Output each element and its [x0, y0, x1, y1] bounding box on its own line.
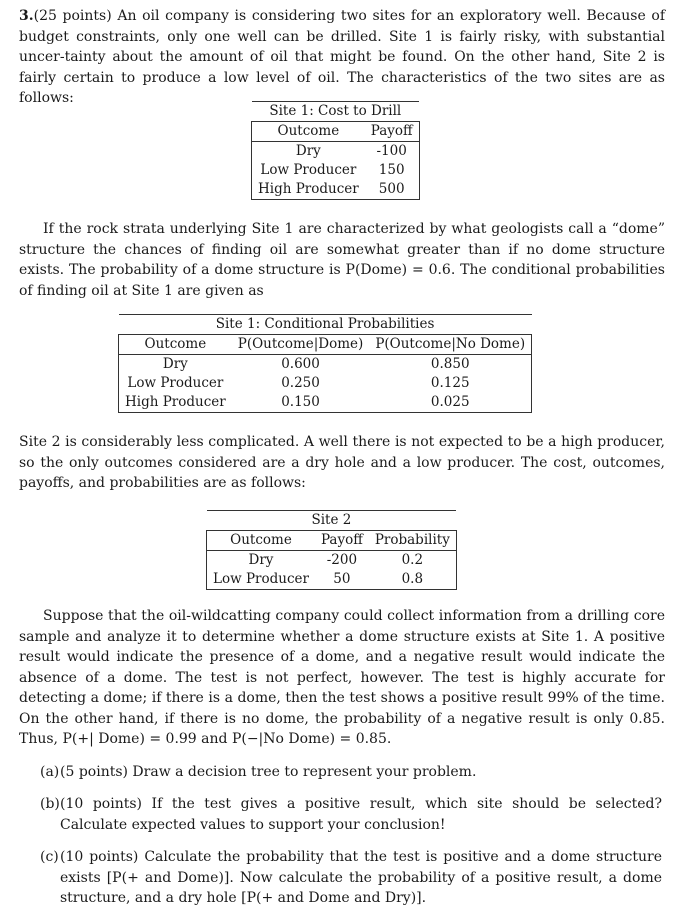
question-a — [40, 762, 665, 783]
table-cell: Dry — [119, 355, 232, 375]
site1-cost-table — [251, 101, 420, 200]
question-text: (5 points) Draw a decision tree to represent your problem. — [60, 764, 477, 780]
site1-conditional-table — [118, 314, 532, 413]
table-header: P(Outcome|No Dome) — [369, 335, 531, 355]
table-header: Probability — [369, 531, 457, 551]
table-caption: Site 1: Conditional Probabilities — [119, 315, 532, 335]
table-cell: 150 — [365, 161, 419, 180]
dome-paragraph: If the rock strata underlying Site 1 are characterized by what geologists call a “dome” structure the chances of finding oil are somewhat greater than if no dome structure exists. The probability of a dome structure is P(Dome) = 0.6. The conditional probabilities of finding oil at Site 1 are given as — [19, 221, 665, 299]
table-cell: 0.8 — [369, 570, 457, 590]
table-cell: 0.2 — [369, 551, 457, 571]
table-cell: 0.850 — [369, 355, 531, 375]
table-caption: Site 2 — [207, 511, 457, 531]
table-cell: Low Producer — [252, 161, 365, 180]
site2-paragraph: Site 2 is considerably less complicated. A well there is not expected to be a high producer, so the only outcomes considered are a dry hole and a low producer. The cost, outcomes, payoffs, and probabilities are as follows: — [19, 434, 665, 491]
problem-intro-text: An oil company is considering two sites for an exploratory well. Because of budget constraints, only one well can be drilled. Site 1 is fairly risky, with substantial uncer-tainty about the amount of oil that might be found. On the other hand, Site 2 is fairly certain to produce a low level of oil. The characteristics of the two sites are as follows: — [19, 8, 666, 106]
table-header: Outcome — [119, 335, 232, 355]
table-header: Outcome — [252, 122, 365, 142]
table-cell: High Producer — [119, 393, 232, 413]
table-cell: 0.150 — [232, 393, 370, 413]
site2-table — [206, 510, 457, 590]
question-label: (b) — [40, 796, 60, 812]
table-cell: Low Producer — [207, 570, 315, 590]
table-header: Payoff — [315, 531, 369, 551]
question-c — [40, 847, 665, 906]
table-cell: 0.600 — [281, 356, 320, 372]
table-cell: Low Producer — [119, 374, 232, 393]
table-cell: 0.250 — [281, 375, 320, 391]
table-cell: 50 — [315, 570, 369, 590]
problem-points: (25 points) — [33, 8, 112, 24]
table-cell: -100 — [365, 142, 419, 162]
question-label: (a) — [40, 764, 60, 780]
problem-intro — [19, 6, 665, 109]
table-cell: 500 — [365, 180, 419, 200]
table-cell: Dry — [252, 142, 365, 162]
test-paragraph: Suppose that the oil-wildcatting company could collect information from a drilling core sample and analyze it to determine whether a dome structure exists at Site 1. A positive result would indicate the presence of a dome, and a negative result would indicate the absence of a dome. The test is not perfect, however. The test is highly accurate for detecting a dome; if there is a dome, then the test shows a positive result 99% of the time. On the other hand, if there is no dome, the probability of a negative result is only 0.85. Thus, P(+| Dome) = 0.99 and P(−|No Dome) = 0.85. — [19, 608, 665, 747]
table-cell: 0.025 — [369, 393, 531, 413]
table-cell: Dry — [207, 551, 315, 571]
question-text: (10 points) Calculate the probability that the test is positive and a dome structure exists [P(+ and Dome)]. Now calculate the probability of a positive result, a dome structure, and a dry hole [P(+ and Dome and Dry)]. — [60, 849, 662, 906]
table-caption: Site 1: Cost to Drill — [252, 102, 420, 122]
table-cell: High Producer — [252, 180, 365, 200]
table-cell: 0.125 — [369, 374, 531, 393]
problem-number: 3. — [19, 8, 34, 24]
table-header: Outcome — [207, 531, 315, 551]
question-label: (c) — [40, 849, 59, 865]
table-header: P(Outcome|Dome) — [232, 335, 370, 355]
question-text: (10 points) If the test gives a positive result, which site should be selected? Calculate expected values to support your conclusion! — [60, 796, 662, 833]
table-cell: -200 — [326, 552, 358, 568]
question-b — [40, 794, 665, 833]
table-header: Payoff — [365, 122, 419, 142]
